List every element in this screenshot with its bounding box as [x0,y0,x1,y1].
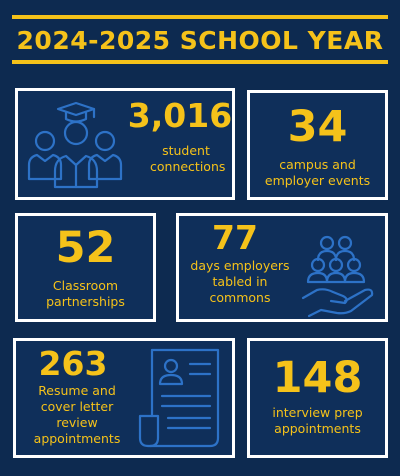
stat-label: student connections [150,143,226,174]
stat-value: 34 [287,102,348,152]
stat-card-interview-prep [247,338,388,458]
stat-card-events [247,90,388,200]
stat-card-classroom-partnerships [15,213,156,322]
bottom-rule [12,60,388,64]
stat-value: 3,016 [127,96,233,135]
stat-card-resume-review [13,338,235,458]
graduates-icon [24,99,124,191]
stat-value: 148 [272,353,363,403]
stat-card-student-connections [15,88,235,200]
stat-value: 263 [38,344,108,383]
stat-value: 52 [55,223,116,273]
stat-value: 77 [212,218,258,257]
top-rule [12,15,388,19]
hand-holding-people-icon [299,234,383,318]
stat-label: campus and employer events [264,157,371,188]
stat-label: Resume and cover letter review appointments [33,383,121,446]
stat-card-employer-tabling [176,213,388,322]
page-title: 2024-2025 SCHOOL YEAR [16,26,384,55]
stat-label: days employers tabled in commons [190,258,290,305]
stat-label: Classroom partnerships [46,278,125,309]
resume-document-icon [138,346,228,452]
stat-label: interview prep appointments [272,405,363,436]
